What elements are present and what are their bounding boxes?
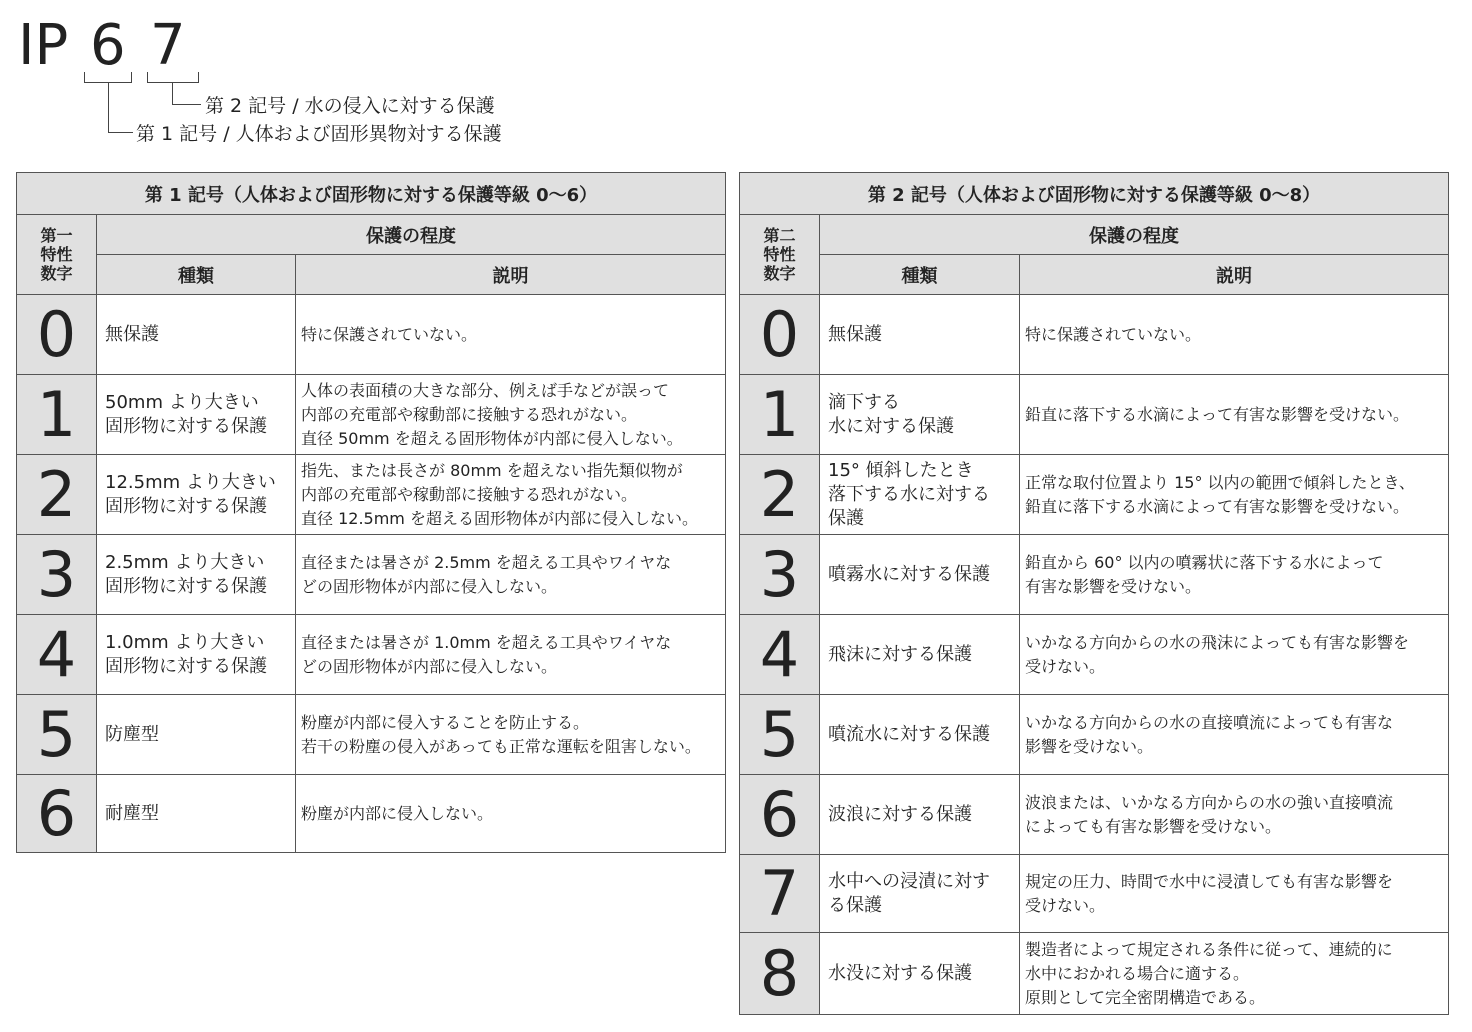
protection-description-text: 鉛直に落下する水滴によって有害な影響を受けない。 [1025, 404, 1410, 424]
protection-type [97, 295, 296, 375]
table-row [17, 455, 726, 535]
protection-description [1020, 455, 1449, 535]
first-label-connector [108, 83, 133, 133]
protection-digit: 1 [740, 375, 820, 455]
protection-type-text: 飛沫に対する保護 [828, 643, 972, 665]
protection-description-text: 波浪または、いかなる方向からの水の強い直接噴流 によっても有害な影響を受けない。 [1025, 792, 1394, 836]
protection-digit: 2 [17, 455, 97, 535]
protection-description [296, 535, 726, 615]
protection-digit: 5 [740, 695, 820, 775]
protection-type [97, 775, 296, 853]
protection-description [1020, 615, 1449, 695]
table-row [17, 695, 726, 775]
protection-type [97, 455, 296, 535]
table-row [17, 615, 726, 695]
protection-type [820, 855, 1020, 933]
protection-type [820, 615, 1020, 695]
description-header: 説明 [296, 255, 726, 295]
protection-digit: 7 [740, 855, 820, 933]
table-row [17, 775, 726, 853]
second-symbol-label: 第 2 記号 / 水の侵入に対する保護 [205, 95, 495, 117]
protection-description-text: いかなる方向からの水の直接噴流によっても有害な 影響を受けない。 [1025, 712, 1394, 756]
first-symbol-label: 第 1 記号 / 人体および固形異物対する保護 [136, 123, 502, 145]
protection-description-text: 製造者によって規定される条件に従って、連続的に 水中におかれる場合に適する。 原則として完全密閉構造である。 [1025, 939, 1393, 1007]
protection-description-text: 規定の圧力、時間で水中に浸漬しても有害な影響を 受けない。 [1025, 871, 1394, 915]
ip-first-digit: 6 [90, 13, 126, 78]
protection-type [97, 615, 296, 695]
degree-header: 保護の程度 [820, 215, 1449, 255]
protection-description [1020, 295, 1449, 375]
protection-type [97, 695, 296, 775]
protection-description [1020, 375, 1449, 455]
protection-description-text: 人体の表面積の大きな部分、例えば手などが誤って 内部の充電部や稼動部に接触する恐れがない。 直径 50mm を超える固形物体が内部に侵入しない。 [301, 380, 683, 448]
protection-digit: 2 [740, 455, 820, 535]
protection-description-text: 直径または暑さが 2.5mm を超える工具やワイヤな どの固形物体が内部に侵入しない。 [301, 552, 672, 596]
protection-description-text: 指先、または長さが 80mm を超えない指先類似物が 内部の充電部や稼動部に接触する恐れがない。 直径 12.5mm を超える固形物体が内部に侵入しない。 [301, 460, 698, 528]
protection-type [820, 295, 1020, 375]
first-symbol-table [16, 172, 726, 853]
table-row [17, 535, 726, 615]
table-row [740, 375, 1449, 455]
protection-type [820, 695, 1020, 775]
protection-type-text: 1.0mm より大きい 固形物に対する保護 [105, 631, 267, 677]
protection-digit: 0 [17, 295, 97, 375]
protection-type-text: 50mm より大きい 固形物に対する保護 [105, 391, 267, 437]
protection-digit: 0 [740, 295, 820, 375]
protection-digit: 5 [17, 695, 97, 775]
table-title: 第 2 記号（人体および固形物に対する保護等級 0～8） [740, 173, 1449, 215]
protection-type-text: 水没に対する保護 [828, 962, 972, 984]
protection-description-text: 粉塵が内部に侵入しない。 [301, 803, 494, 823]
ip-prefix: IP [18, 13, 69, 78]
protection-type-text: 波浪に対する保護 [828, 803, 972, 825]
protection-description [1020, 775, 1449, 855]
table-row [740, 615, 1449, 695]
table-row [740, 295, 1449, 375]
protection-type-text: 耐塵型 [105, 802, 159, 824]
protection-type [820, 375, 1020, 455]
protection-digit: 8 [740, 933, 820, 1015]
description-header: 説明 [1020, 255, 1449, 295]
table-title: 第 1 記号（人体および固形物に対する保護等級 0～6） [17, 173, 726, 215]
protection-description-text: いかなる方向からの水の飛沫によっても有害な影響を 受けない。 [1025, 632, 1410, 676]
protection-type [97, 375, 296, 455]
protection-description [296, 295, 726, 375]
protection-type-text: 12.5mm より大きい 固形物に対する保護 [105, 471, 276, 517]
second-digit-bracket [147, 72, 199, 83]
protection-digit: 4 [740, 615, 820, 695]
protection-digit: 3 [740, 535, 820, 615]
protection-description [296, 775, 726, 853]
table-row [740, 855, 1449, 933]
protection-type [820, 933, 1020, 1015]
second-label-connector [172, 83, 201, 105]
protection-description [296, 695, 726, 775]
protection-description [296, 615, 726, 695]
protection-type-text: 2.5mm より大きい 固形物に対する保護 [105, 551, 267, 597]
protection-type-text: 噴霧水に対する保護 [828, 563, 990, 585]
protection-type-text: 無保護 [105, 323, 159, 345]
table-row [17, 375, 726, 455]
protection-type-text: 無保護 [828, 323, 882, 345]
protection-type [820, 455, 1020, 535]
digit-column-header-text: 第一 特性 数字 [40, 226, 73, 283]
ip-second-digit: 7 [150, 13, 186, 78]
protection-type-text: 噴流水に対する保護 [828, 723, 990, 745]
protection-description [1020, 933, 1449, 1015]
table-row [740, 535, 1449, 615]
protection-type-text: 防塵型 [105, 723, 159, 745]
protection-description-text: 鉛直から 60° 以内の噴霧状に落下する水によって 有害な影響を受けない。 [1025, 552, 1384, 596]
table-row [740, 455, 1449, 535]
first-digit-bracket [84, 72, 132, 83]
protection-type-text: 水中への浸漬に対す る保護 [828, 870, 990, 916]
digit-column-header-text: 第二 特性 数字 [763, 226, 796, 283]
protection-type [820, 775, 1020, 855]
degree-header: 保護の程度 [97, 215, 726, 255]
table-row [740, 775, 1449, 855]
digit-column-header [740, 215, 820, 295]
protection-description-text: 特に保護されていない。 [301, 324, 478, 344]
digit-column-header [17, 215, 97, 295]
protection-digit: 6 [17, 775, 97, 853]
protection-digit: 1 [17, 375, 97, 455]
protection-description [1020, 535, 1449, 615]
protection-description-text: 正常な取付位置より 15° 以内の範囲で傾斜したとき、 鉛直に落下する水滴によって有害な影響を受けない。 [1025, 472, 1415, 516]
protection-digit: 6 [740, 775, 820, 855]
second-symbol-table [739, 172, 1449, 1015]
protection-description [296, 455, 726, 535]
type-header: 種類 [97, 255, 296, 295]
table-row [17, 295, 726, 375]
protection-description-text: 特に保護されていない。 [1025, 324, 1202, 344]
type-header: 種類 [820, 255, 1020, 295]
protection-description-text: 粉塵が内部に侵入することを防止する。 若干の粉塵の侵入があっても正常な運転を阻害しない。 [301, 712, 701, 756]
table-row [740, 933, 1449, 1015]
protection-digit: 3 [17, 535, 97, 615]
protection-description [1020, 695, 1449, 775]
protection-description-text: 直径または暑さが 1.0mm を超える工具やワイヤな どの固形物体が内部に侵入しない。 [301, 632, 672, 676]
protection-description [296, 375, 726, 455]
protection-digit: 4 [17, 615, 97, 695]
protection-type-text: 15° 傾斜したとき 落下する水に対する 保護 [828, 459, 990, 529]
table-row [740, 695, 1449, 775]
protection-type [820, 535, 1020, 615]
protection-type-text: 滴下する 水に対する保護 [828, 391, 954, 437]
protection-type [97, 535, 296, 615]
protection-description [1020, 855, 1449, 933]
